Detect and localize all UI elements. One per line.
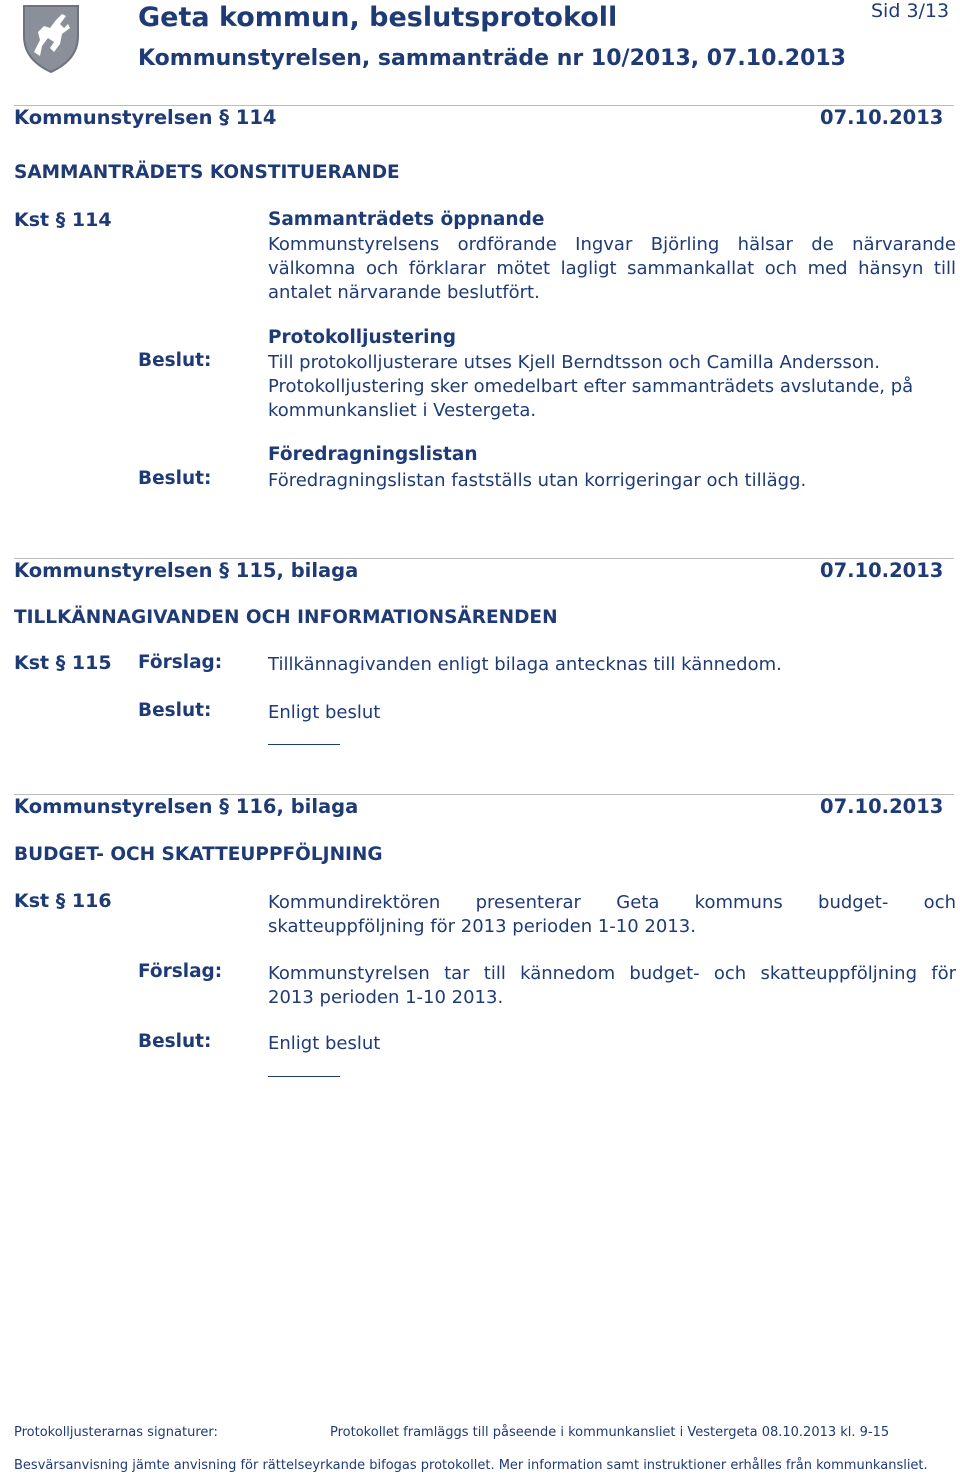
section-heading-115 <box>14 559 358 582</box>
intro-line-2: skatteuppföljning för 2013 perioden 1-10 2013. <box>268 916 696 937</box>
decision-label: Beslut: <box>138 468 212 489</box>
section-heading-116 <box>14 795 358 818</box>
proposal-text: Tillkännagivanden enligt bilaga antecknas till kännedom. <box>268 654 782 675</box>
kst-label: Kst <box>14 652 50 674</box>
protokoll-heading: Protokolljustering <box>268 327 456 348</box>
paragraph-symbol: § <box>55 209 66 231</box>
kst-reference-114 <box>14 209 112 231</box>
protokoll-line-1: Till protokolljusterare utses Kjell Berndtsson och Camilla Andersson. <box>268 352 880 373</box>
section-heading-114 <box>14 106 277 129</box>
section-heading-label: Kommunstyrelsen <box>14 106 213 129</box>
agenda-text: Föredragningslistan fastställs utan korrigeringar och tillägg. <box>268 470 807 491</box>
section-date: 07.10.2013 <box>820 559 944 582</box>
decision-underline <box>268 1076 340 1077</box>
paragraph-symbol: § <box>219 795 229 818</box>
meeting-subtitle: Kommunstyrelsen, sammanträde nr 10/2013, 07.10.2013 <box>138 46 846 71</box>
footer-public-notice: Protokollet framläggs till påseende i kommunkansliet i Vestergeta 08.10.2013 kl. 9-15 <box>330 1425 890 1440</box>
opening-line-1: Kommunstyrelsens ordförande Ingvar Björling hälsar de närvarande <box>268 234 956 255</box>
footer-signatures: Protokolljusterarnas signaturer: <box>14 1425 218 1440</box>
section-date: 07.10.2013 <box>820 106 944 129</box>
kst-number: 114 <box>71 209 112 231</box>
section-title: TILLKÄNNAGIVANDEN OCH INFORMATIONSÄRENDEN <box>14 607 558 628</box>
paragraph-symbol: § <box>219 559 229 582</box>
kst-label: Kst <box>14 209 50 231</box>
paragraph-symbol: § <box>55 652 66 674</box>
document-title: Geta kommun, beslutsprotokoll <box>138 2 618 33</box>
kst-reference-116 <box>14 890 112 912</box>
footer-appeal-notice: Besvärsanvisning jämte anvisning för rättelseyrkande bifogas protokollet. Mer information samt instruktioner erhålles från kommunkansliet. <box>14 1458 928 1473</box>
kst-number: 115 <box>71 652 112 674</box>
protokoll-line-2: Protokolljustering sker omedelbart efter sammanträdets avslutande, på <box>268 376 914 397</box>
paragraph-symbol: § <box>219 106 229 129</box>
opening-heading: Sammanträdets öppnande <box>268 209 545 230</box>
section-date: 07.10.2013 <box>820 795 944 818</box>
decision-text: Enligt beslut <box>268 702 381 723</box>
decision-label: Beslut: <box>138 700 212 721</box>
opening-line-3: antalet närvarande beslutfört. <box>268 282 540 303</box>
decision-underline <box>268 744 340 745</box>
agenda-heading: Föredragningslistan <box>268 444 478 465</box>
decision-label: Beslut: <box>138 1031 212 1052</box>
proposal-line-2: 2013 perioden 1-10 2013. <box>268 987 504 1008</box>
decision-label: Beslut: <box>138 350 212 371</box>
section-heading-label: Kommunstyrelsen <box>14 795 213 818</box>
section-number: 115, bilaga <box>235 559 359 582</box>
proposal-line-1: Kommunstyrelsen tar till kännedom budget- och skatteuppföljning för <box>268 963 956 984</box>
coat-of-arms-icon <box>20 2 82 74</box>
section-number: 116, bilaga <box>235 795 359 818</box>
section-title: SAMMANTRÄDETS KONSTITUERANDE <box>14 162 400 183</box>
protokoll-line-3: kommunkansliet i Vestergeta. <box>268 400 537 421</box>
opening-line-2: välkomna och förklarar mötet lagligt sammankallat och med hänsyn till <box>268 258 956 279</box>
intro-line-1: Kommundirektören presenterar Geta kommuns budget- och <box>268 892 956 913</box>
proposal-label: Förslag: <box>138 652 223 673</box>
paragraph-symbol: § <box>55 890 66 912</box>
kst-reference-115 <box>14 652 112 674</box>
section-heading-label: Kommunstyrelsen <box>14 559 213 582</box>
kst-label: Kst <box>14 890 50 912</box>
proposal-label: Förslag: <box>138 961 223 982</box>
section-number: 114 <box>235 106 277 129</box>
kst-number: 116 <box>71 890 112 912</box>
decision-text: Enligt beslut <box>268 1033 381 1054</box>
section-title: BUDGET- OCH SKATTEUPPFÖLJNING <box>14 844 383 865</box>
page-number: Sid 3/13 <box>871 0 950 22</box>
